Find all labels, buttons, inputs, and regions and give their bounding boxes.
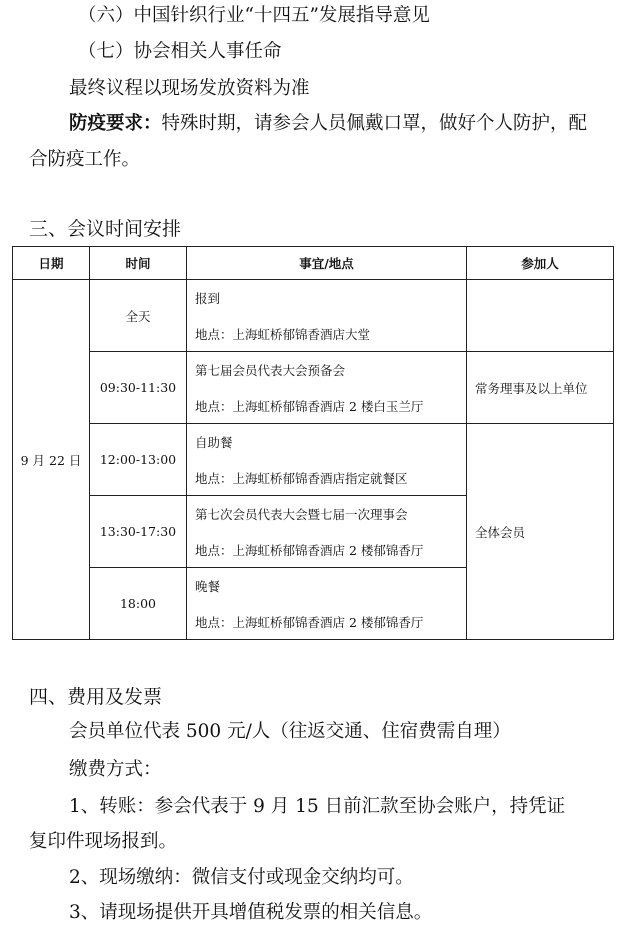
event-cell <box>187 424 467 496</box>
table-row <box>13 280 614 352</box>
event-location: 地点：上海虹桥郁锦香酒店 2 楼白玉兰厅 <box>195 398 424 414</box>
event-name: 报到 <box>195 290 221 306</box>
schedule-table <box>12 246 614 640</box>
header-date: 日期 <box>13 247 90 280</box>
epidemic-text: 特殊时期，请参会人员佩戴口罩，做好个人防护，配 <box>161 113 588 134</box>
payment-item-onsite: 2、现场缴纳：微信支付或现金交纳均可。 <box>69 867 414 888</box>
agenda-item-7: （七）协会相关人事任命 <box>78 41 282 62</box>
time-cell: 13:30-17:30 <box>90 496 187 568</box>
event-cell <box>187 496 467 568</box>
table-header-row <box>13 247 614 280</box>
table-row <box>13 352 614 424</box>
header-attendee: 参加人 <box>467 247 614 280</box>
section-4-title: 四、费用及发票 <box>29 686 163 708</box>
event-name: 自助餐 <box>195 434 233 450</box>
event-location: 地点：上海虹桥郁锦香酒店大堂 <box>195 326 371 342</box>
event-name: 第七届会员代表大会预备会 <box>195 362 346 378</box>
time-cell: 09:30-11:30 <box>90 352 187 424</box>
event-cell <box>187 352 467 424</box>
payment-item-transfer: 1、转账：参会代表于 9 月 15 日前汇款至协会账户，持凭证 <box>69 796 566 817</box>
table-row <box>13 424 614 496</box>
payment-item-invoice: 3、请现场提供开具增值税发票的相关信息。 <box>69 902 433 923</box>
header-event: 事宜/地点 <box>187 247 467 280</box>
header-time: 时间 <box>90 247 187 280</box>
time-cell: 18:00 <box>90 568 187 640</box>
event-name: 第七次会员代表大会暨七届一次理事会 <box>195 506 408 522</box>
event-cell <box>187 280 467 352</box>
event-location: 地点：上海虹桥郁锦香酒店 2 楼郁锦香厅 <box>195 542 424 558</box>
epidemic-requirement <box>69 112 587 136</box>
attendee-cell: 常务理事及以上单位 <box>467 352 614 424</box>
event-location: 地点：上海虹桥郁锦香酒店 2 楼郁锦香厅 <box>195 614 424 630</box>
payment-item-transfer-continued: 复印件现场报到。 <box>29 831 178 852</box>
epidemic-text-continued: 合防疫工作。 <box>29 149 141 170</box>
time-cell: 12:00-13:00 <box>90 424 187 496</box>
agenda-note: 最终议程以现场发放资料为准 <box>69 78 310 99</box>
attendee-cell: 全体会员 <box>467 424 614 640</box>
attendee-cell-empty <box>467 280 614 352</box>
payment-label: 缴费方式： <box>69 759 162 780</box>
time-cell: 全天 <box>90 280 187 352</box>
fee-line: 会员单位代表 500 元/人（往返交通、住宿费需自理） <box>69 721 511 742</box>
event-location: 地点：上海虹桥郁锦香酒店指定就餐区 <box>195 470 408 486</box>
section-3-title: 三、会议时间安排 <box>29 218 182 240</box>
agenda-item-6: （六）中国针织行业“十四五”发展指导意见 <box>78 5 430 26</box>
epidemic-label: 防疫要求： <box>69 113 162 134</box>
date-cell: 9 月 22 日 <box>13 280 90 640</box>
event-name: 晚餐 <box>195 578 221 594</box>
event-cell <box>187 568 467 640</box>
